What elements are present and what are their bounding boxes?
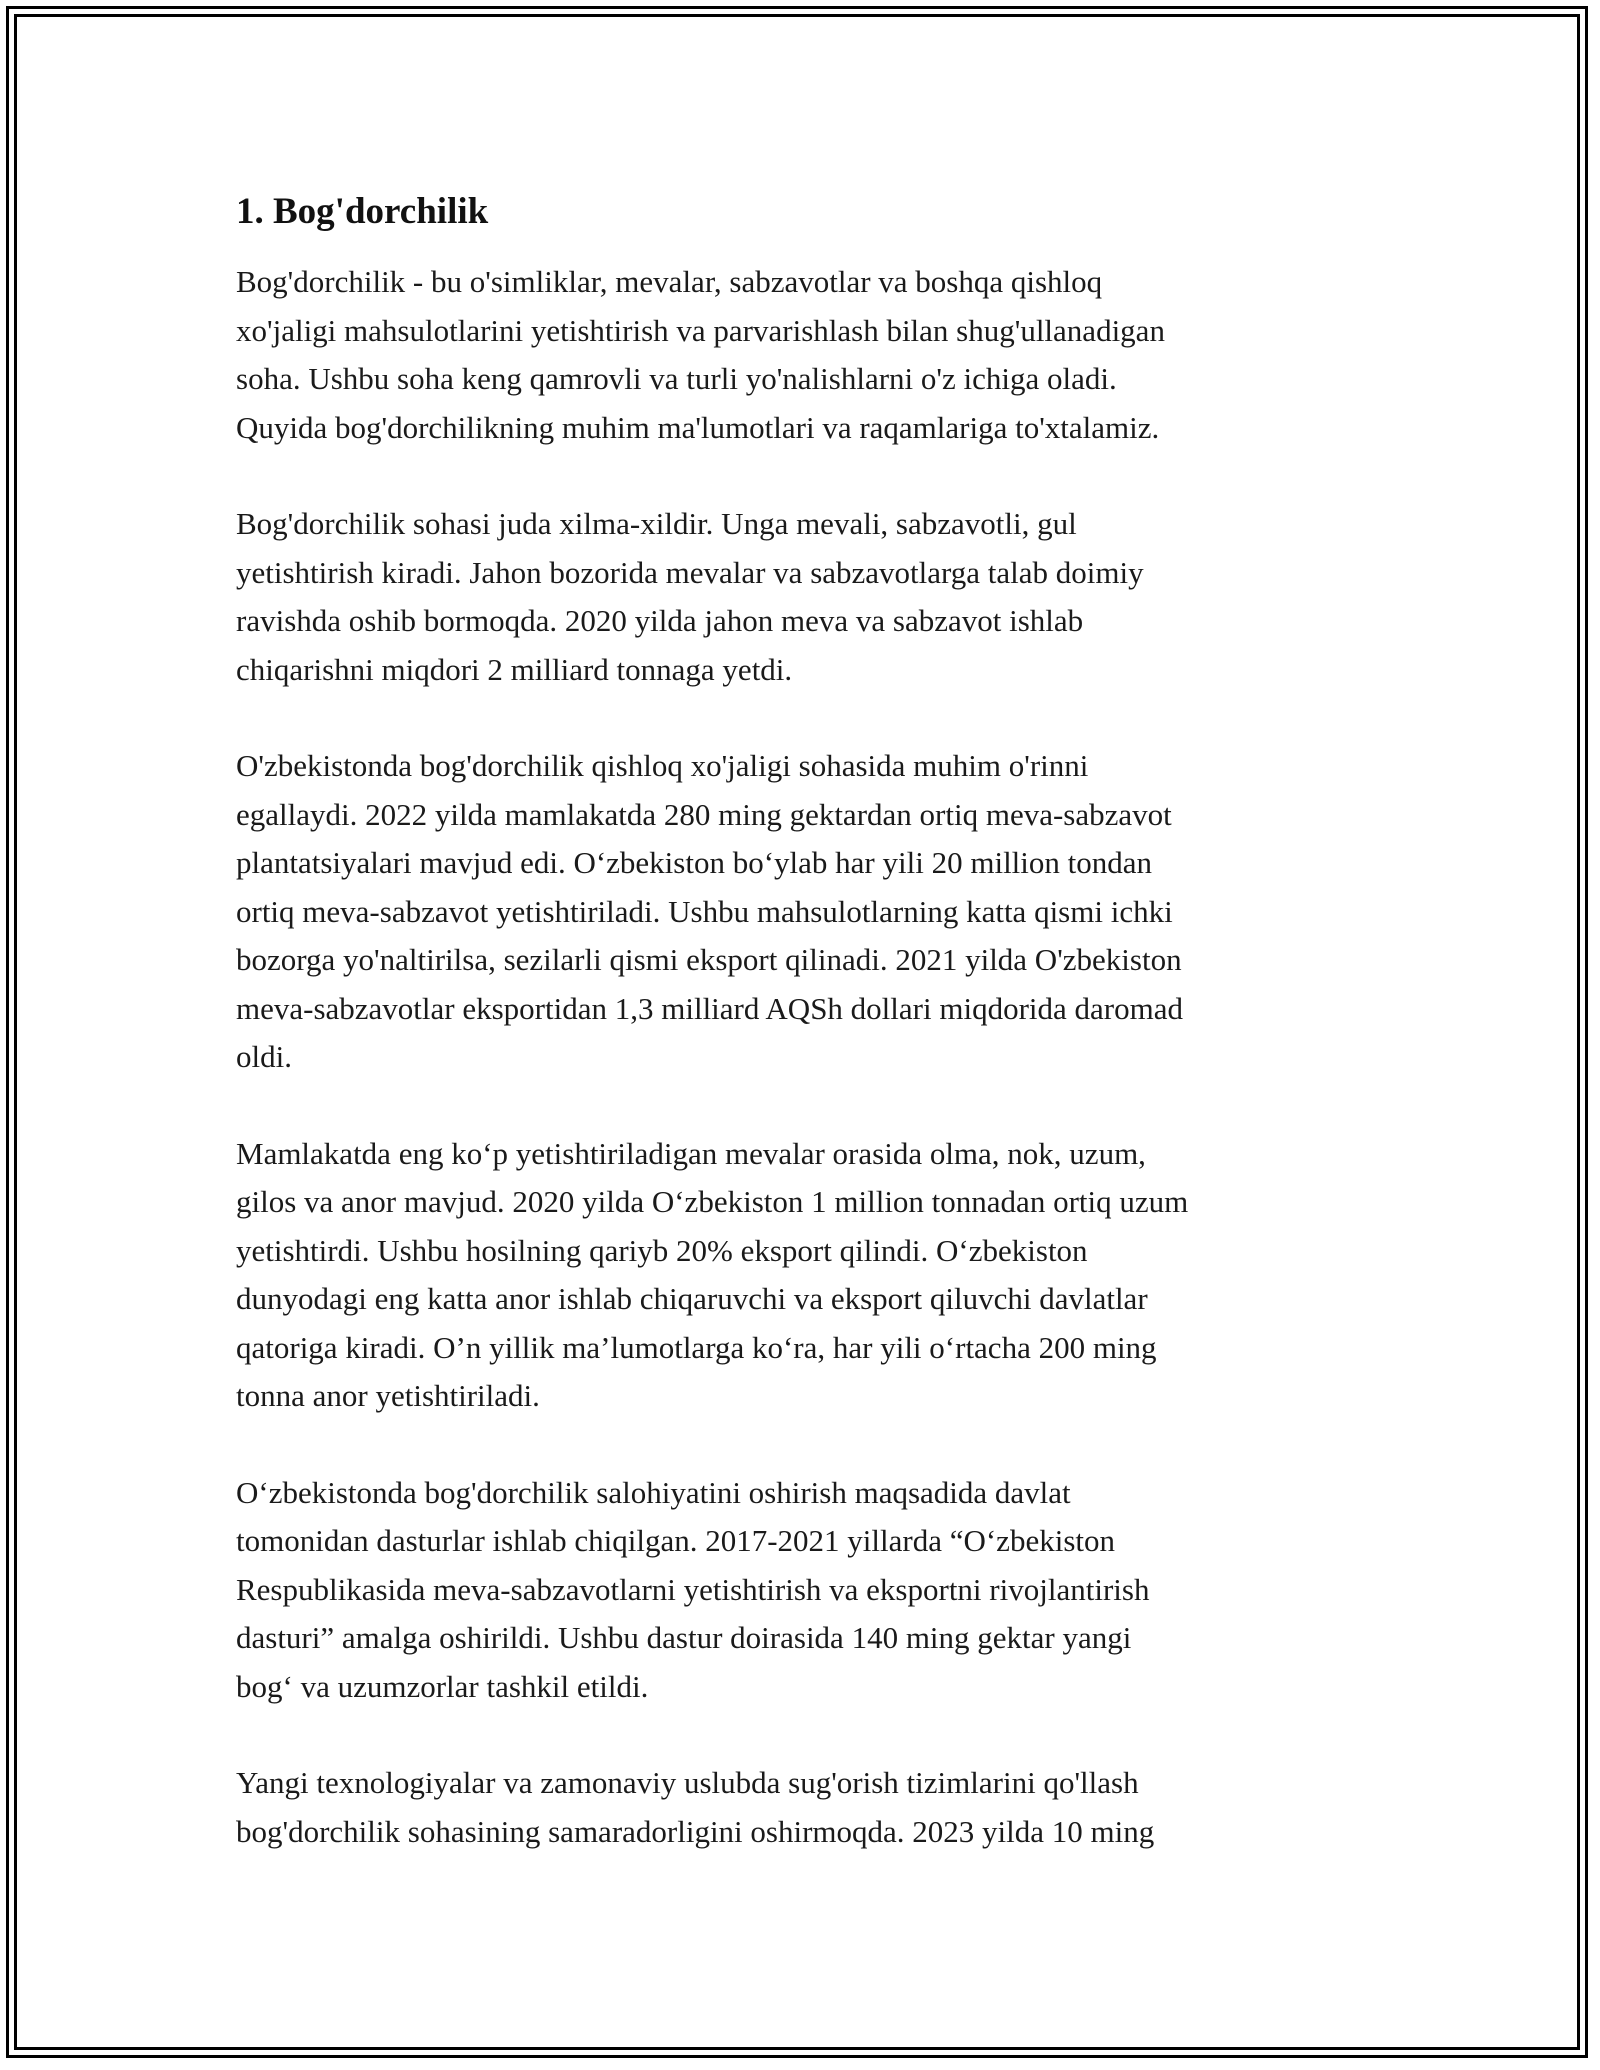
text-line: xo'jaligi mahsulotlarini yetishtirish va parvarishlash bilan shug'ullanadigan <box>236 312 1165 348</box>
text-line: oldi. <box>236 1039 292 1074</box>
text-line: chiqarishni miqdori 2 milliard tonnaga yetdi. <box>236 651 793 687</box>
text-line: egallaydi. 2022 yilda mamlakatda 280 ming gektardan ortiq meva-sabzavot <box>236 796 1172 832</box>
text-line: tonna anor yetishtiriladi. <box>236 1378 540 1413</box>
paragraph-world-market <box>236 500 1371 694</box>
text-line: soha. Ushbu soha keng qamrovli va turli yo'nalishlarni o'z ichiga oladi. <box>236 361 1117 396</box>
section-heading: 1. Bog'dorchilik <box>236 191 489 232</box>
text-line: bozorga yo'naltirilsa, sezilarli qismi eksport qilinadi. 2021 yilda O'zbekiston <box>236 942 1182 977</box>
text-line: plantatsiyalari mavjud edi. O‘zbekiston bo‘ylab har yili 20 million tondan <box>236 845 1153 880</box>
text-line: ortiq meva-sabzavot yetishtiriladi. Ushbu mahsulotlarning katta qismi ichki <box>236 893 1173 929</box>
text-line: meva-sabzavotlar eksportidan 1,3 milliard AQSh dollari miqdorida daromad <box>236 990 1183 1026</box>
text-line: Bog'dorchilik - bu o'simliklar, mevalar, sabzavotlar va boshqa qishloq <box>236 264 1103 299</box>
text-line: qatoriga kiradi. O’n yillik ma’lumotlarga ko‘ra, har yili o‘rtacha 200 ming <box>236 1329 1157 1365</box>
paragraph-technologies <box>236 1759 1371 1856</box>
text-line: gilos va anor mavjud. 2020 yilda O‘zbekiston 1 million tonnadan ortiq uzum <box>236 1184 1189 1219</box>
text-line: bog'dorchilik sohasining samaradorligini oshirmoqda. 2023 yilda 10 ming <box>236 1813 1155 1849</box>
document-body <box>236 188 1371 1904</box>
text-line: yetishtirdi. Ushbu hosilning qariyb 20% eksport qilindi. O‘zbekiston <box>236 1232 1088 1268</box>
text-line: Yangi texnologiyalar va zamonaviy uslubda sug'orish tizimlarini qo'llash <box>236 1765 1139 1800</box>
text-line: Respublikasida meva-sabzavotlarni yetishtirish va eksportni rivojlantirish <box>236 1571 1150 1607</box>
text-line: Mamlakatda eng ko‘p yetishtiriladigan mevalar orasida olma, nok, uzum, <box>236 1135 1146 1171</box>
text-line: dunyodagi eng katta anor ishlab chiqaruvchi va eksport qiluvchi davlatlar <box>236 1281 1148 1316</box>
text-line: yetishtirish kiradi. Jahon bozorida mevalar va sabzavotlarga talab doimiy <box>236 554 1144 590</box>
text-line: tomonidan dasturlar ishlab chiqilgan. 2017-2021 yillarda “O‘zbekiston <box>236 1523 1115 1558</box>
text-line: Quyida bog'dorchilikning muhim ma'lumotlari va raqamlariga to'xtalamiz. <box>236 409 1160 445</box>
text-line: ravishda oshib bormoqda. 2020 yilda jahon meva va sabzavot ishlab <box>236 603 1084 638</box>
paragraph-intro <box>236 258 1371 452</box>
paragraph-uzbekistan <box>236 742 1371 1082</box>
paragraph-state-programs <box>236 1469 1371 1712</box>
text-line: dasturi” amalga oshirildi. Ushbu dastur doirasida 140 ming gektar yangi <box>236 1620 1132 1655</box>
text-line: O‘zbekistonda bog'dorchilik salohiyatini oshirish maqsadida davlat <box>236 1474 1071 1510</box>
text-line: Bog'dorchilik sohasi juda xilma-xildir. Unga mevali, sabzavotli, gul <box>236 506 1077 541</box>
text-line: bog‘ va uzumzorlar tashkil etildi. <box>236 1668 649 1704</box>
paragraph-fruits <box>236 1130 1371 1421</box>
text-line: O'zbekistonda bog'dorchilik qishloq xo'jaligi sohasida muhim o'rinni <box>236 748 1089 783</box>
